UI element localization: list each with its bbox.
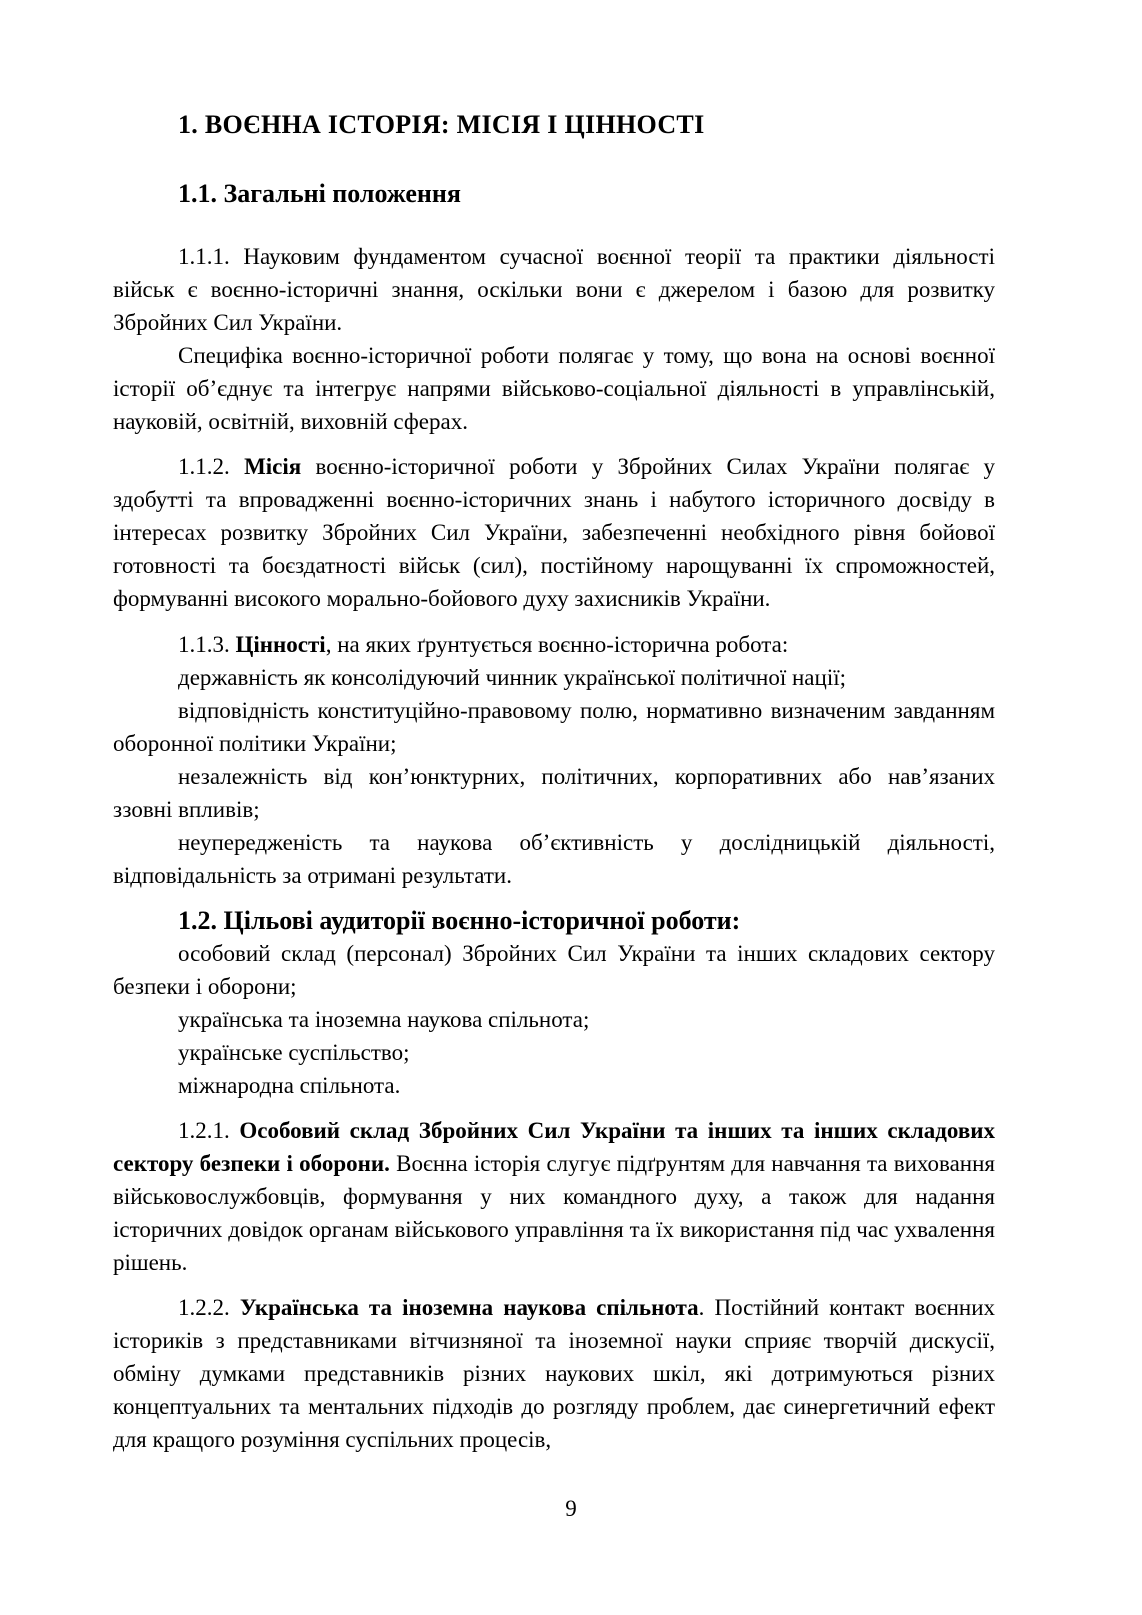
paragraph-1-1-3	[113, 628, 995, 661]
audience-list-item-society: українське суспільство;	[178, 1040, 410, 1065]
paragraph-number: 1.1.2.	[178, 454, 245, 479]
values-list-item-independence: незалежність від кон’юнктурних, політичних, корпоративних або нав’язаних ззовні впливів;	[113, 764, 995, 822]
bold-term-mission: Місія	[244, 454, 302, 479]
section-heading-1-2: 1.2. Цільові аудиторії воєнно-історичної роботи:	[178, 906, 741, 935]
bold-term-personnel: Особовий склад Збройних Сил України та інших та інших складових сектору безпеки і оборони.	[113, 1118, 995, 1176]
values-list-item-conformity: відповідність конституційно-правовому полю, нормативно визначеним завданням оборонної політики України;	[113, 698, 995, 756]
paragraph-1-2-1	[113, 1114, 995, 1279]
paragraph-1-1-1: 1.1.1. Науковим фундаментом сучасної воєнної теорії та практики діяльності військ є воєнно-історичні знання, оскільки вони є джерелом і базою для розвитку Збройних Сил України.	[113, 244, 995, 335]
audience-list-item-personnel: особовий склад (персонал) Збройних Сил України та інших складових сектору безпеки і оборони;	[113, 941, 995, 999]
values-list-item-statehood: державність як консолідуючий чинник української політичної нації;	[178, 665, 846, 690]
paragraph-1-1-2	[113, 450, 995, 615]
paragraph-1-1-1-continued: Специфіка воєнно-історичної роботи полягає у тому, що вона на основі воєнної історії об’єднує та інтегрує напрями військово-соціальної діяльності в управлінській, науковій, освітній, виховній сферах.	[113, 343, 995, 434]
paragraph-text: . Постійний контакт воєнних істориків з представниками вітчизняної та іноземної науки сприяє творчій дискусії, обміну думками представників різних наукових шкіл, які дотримуються різних концептуальних та ментальних підходів до розгляду проблем, дає синергетичний ефект для кращого розуміння суспільних процесів,	[113, 1295, 996, 1452]
paragraph-text: воєнно-історичної роботи у Збройних Силах України полягає у здобутті та впровадженні воєнно-історичних знань і набутого історичного досвіду в інтересах розвитку Збройних Сил України, забезпеченні необхідного рівня бойової готовності та боєздатності військ (сил), постійному нарощуванні їх спроможностей, формуванні високого морально-бойового духу захисників України.	[113, 454, 996, 611]
values-list-item-impartiality: неупередженість та наукова об’єктивність у дослідницькій діяльності, відповідальність за отримані результати.	[113, 830, 995, 888]
audience-list-item-international: міжнародна спільнота.	[178, 1073, 401, 1098]
paragraph-number: 1.1.3.	[178, 632, 236, 657]
bold-term-scientific-community: Українська та іноземна наукова спільнота	[239, 1295, 699, 1320]
paragraph-number: 1.2.1.	[178, 1118, 240, 1143]
page-number: 9	[565, 1496, 577, 1521]
bold-term-values: Цінності	[235, 632, 326, 657]
page-title: 1. ВОЄННА ІСТОРІЯ: МІСІЯ І ЦІННОСТІ	[178, 110, 705, 139]
paragraph-1-2-2	[113, 1291, 995, 1456]
paragraph-number: 1.2.2.	[178, 1295, 240, 1320]
paragraph-text: Воєнна історія слугує підґрунтям для навчання та виховання військовослужбовців, формування у них командного духу, а також для надання історичних довідок органам військового управління та їх використання під час ухвалення рішень.	[113, 1151, 995, 1275]
audience-list-item-science: українська та іноземна наукова спільнота;	[178, 1007, 590, 1032]
section-heading-1-1: 1.1. Загальні положення	[178, 179, 461, 208]
paragraph-text: , на яких ґрунтується воєнно-історична робота:	[325, 632, 789, 657]
